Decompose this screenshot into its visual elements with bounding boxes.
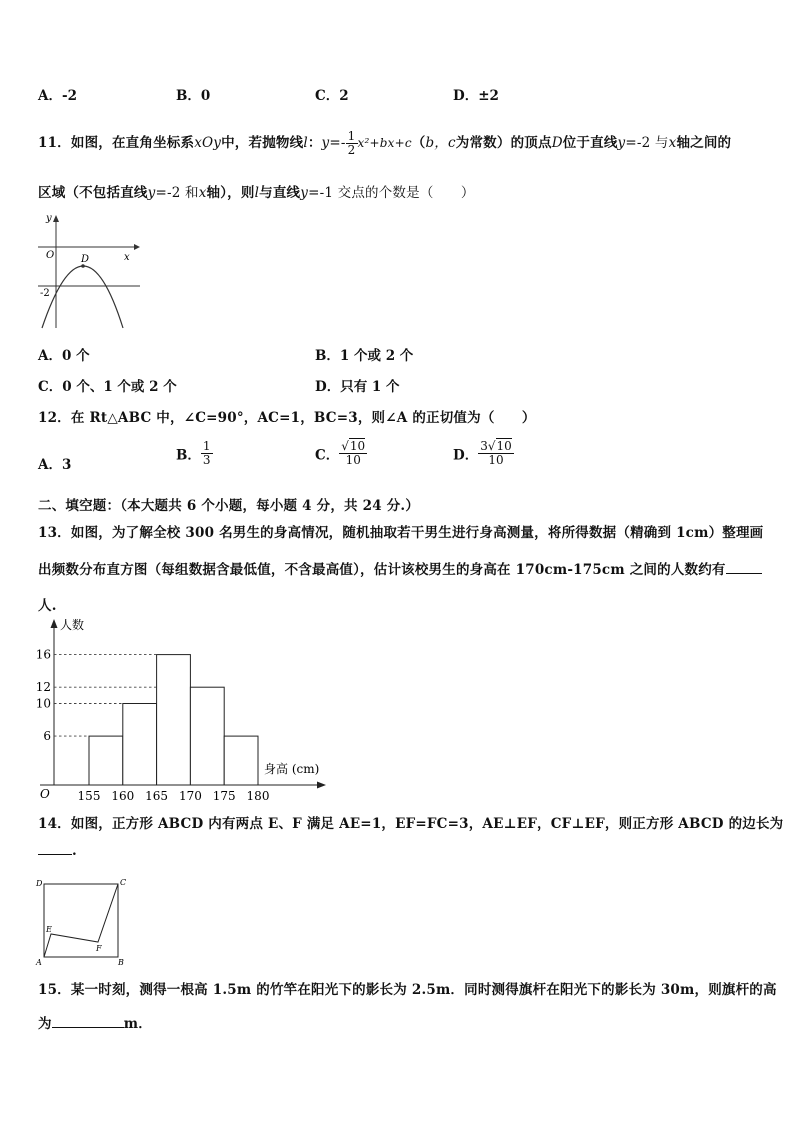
q11-option-d[interactable]: D．只有 1 个 (315, 379, 400, 395)
histogram-bar (157, 655, 191, 785)
q13-histogram (34, 614, 334, 806)
q15-stem-line1: 15．某一时刻，测得一根高 1.5m 的竹竿在阳光下的影长为 2.5m．同时测得旗杆在阳光下的影长为 30m，则旗杆的高 (38, 982, 777, 998)
q11-var: l (254, 185, 260, 201)
x-tick-label: 175 (212, 789, 236, 803)
label-f: F (96, 944, 102, 953)
q11-text: =-1 交点的个数是（ ） (308, 185, 475, 201)
q11-stem-line2 (38, 181, 475, 201)
path-aefc (44, 884, 118, 957)
q13-stem-line1: 13．如图，为了解全校 300 名男生的身高情况，随机抽取若干男生进行身高测量，将所得数据（精确到 1cm）整理画 (38, 525, 764, 541)
q11-text: ： (307, 135, 322, 152)
q11-var: x (198, 185, 207, 201)
q14-square-figure (34, 874, 130, 966)
parabola-curve (42, 266, 123, 328)
q11-stem-line1 (38, 130, 731, 157)
y-axis-arrow (51, 619, 58, 628)
q11-text: =-2 和 (155, 185, 199, 201)
origin-label: O (40, 787, 50, 801)
q13-stem-line2 (38, 558, 762, 578)
q11-text: 与直线 (259, 185, 301, 201)
vertex-label: D (81, 254, 90, 265)
q11-parabola-figure (34, 210, 144, 332)
q15-stem-line2 (38, 1012, 152, 1032)
y-axis-arrow (53, 215, 59, 222)
x-axis-label: x (124, 252, 130, 263)
label-e: E (46, 925, 52, 934)
q10-option-c[interactable]: C．2 (315, 88, 349, 104)
option-label: D． (453, 447, 479, 464)
label-a: A (36, 958, 42, 966)
q12-option-d[interactable] (453, 440, 514, 467)
q11-var: l (303, 135, 308, 152)
q12-option-a[interactable]: A．3 (38, 457, 72, 473)
q11-var: x (668, 135, 677, 152)
q13-answer-blank[interactable] (726, 561, 762, 574)
x-axis-arrow (134, 244, 140, 250)
q11-option-c[interactable]: C．0 个、1 个或 2 个 (38, 379, 177, 395)
q12-stem: 12．在 Rt△ABC 中，∠C=90°，AC=1，BC=3，则∠A 的正切值为（ ） (38, 410, 536, 426)
q11-text: 为常数）的顶点 (455, 135, 552, 152)
section-2-heading: 二、填空题：（本大题共 6 个小题，每小题 4 分，共 24 分.） (38, 498, 420, 514)
y-tick-label: 10 (35, 696, 51, 711)
x-tick-label: 160 (111, 789, 135, 803)
histogram-bar (190, 687, 224, 785)
x-tick-label: 170 (178, 789, 202, 803)
q11-text: 区域（不包括直线 (38, 185, 148, 201)
q10-option-b[interactable]: B．0 (176, 88, 211, 104)
fraction: $\frac{√10}{10}$ (341, 439, 366, 468)
q13-stem-line3: 人. (38, 598, 57, 614)
q10-option-a[interactable]: A．-2 (38, 88, 77, 104)
option-label: C． (315, 447, 340, 464)
fraction: $\frac{3√10}{10}$ (480, 439, 512, 468)
y-axis-label: y (46, 213, 52, 224)
x-tick-label: 180 (246, 789, 270, 803)
origin-label: O (46, 250, 55, 261)
q11-var: y (617, 135, 626, 152)
q11-text: 11．如图，在直角坐标系 (38, 135, 195, 152)
q11-text: （ (411, 135, 426, 152)
q11-var: xOy (194, 135, 222, 152)
x-tick-label: 165 (145, 789, 169, 803)
label-d: D (36, 879, 43, 888)
x-tick-label: 155 (77, 789, 101, 803)
y-tick-label: 6 (43, 729, 51, 744)
histogram-bar (123, 704, 157, 786)
q11-text: 中，若抛物线 (221, 135, 304, 152)
label-b: B (118, 958, 124, 966)
square-abcd (44, 884, 118, 957)
y-axis-label: 人数 (60, 618, 85, 632)
q11-text: 轴），则 (206, 185, 255, 201)
q15-answer-blank[interactable] (52, 1015, 124, 1028)
y-tick-label: 12 (35, 680, 51, 695)
q11-equation: x²+bx+c (357, 136, 412, 151)
histogram-bar (224, 736, 258, 785)
label-c: C (120, 878, 127, 887)
y-tick-label: 16 (35, 647, 51, 662)
q13-text: 出频数分布直方图（每组数据含最低值，不含最高值），估计该校男生的身高在 170cm-175cm 之间的人数约有 (38, 562, 726, 578)
histogram-bar (89, 736, 123, 785)
q11-option-a[interactable]: A．0 个 (38, 348, 90, 364)
q14-stem-line1: 14．如图，正方形 ABCD 内有两点 E、F 满足 AE=1，EF=FC=3，AE⊥EF，CF⊥EF，则正方形 ABCD 的边长为 (38, 816, 784, 832)
q14-text: . (72, 843, 77, 859)
q11-var: y (147, 185, 156, 201)
q12-option-c[interactable] (315, 440, 367, 467)
q15-text: m． (123, 1016, 152, 1032)
q15-text: 为 (38, 1016, 52, 1032)
q11-text: =-2 与 (625, 135, 669, 152)
q11-fraction: $\frac{1}{2}$ (347, 129, 356, 158)
q12-option-b[interactable] (176, 440, 213, 467)
q11-var: b，c (425, 135, 456, 152)
fraction: $\frac{1}{3}$ (202, 439, 211, 468)
q11-var: D (551, 135, 563, 152)
q11-text: 轴之间的 (676, 135, 732, 152)
q11-text: =- (329, 135, 346, 152)
q11-option-b[interactable]: B．1 个或 2 个 (315, 348, 414, 364)
q14-answer-blank[interactable] (38, 842, 72, 855)
q14-stem-line2 (38, 842, 77, 859)
x-axis-arrow (317, 782, 326, 789)
x-axis-label: 身高 (cm) (264, 762, 320, 776)
q10-option-d[interactable]: D．±2 (453, 88, 499, 104)
minus-2-label: -2 (40, 288, 50, 299)
q11-var: y (300, 185, 309, 201)
option-label: B． (176, 447, 201, 464)
q11-text: 位于直线 (562, 135, 618, 152)
q11-var: y (321, 135, 330, 152)
